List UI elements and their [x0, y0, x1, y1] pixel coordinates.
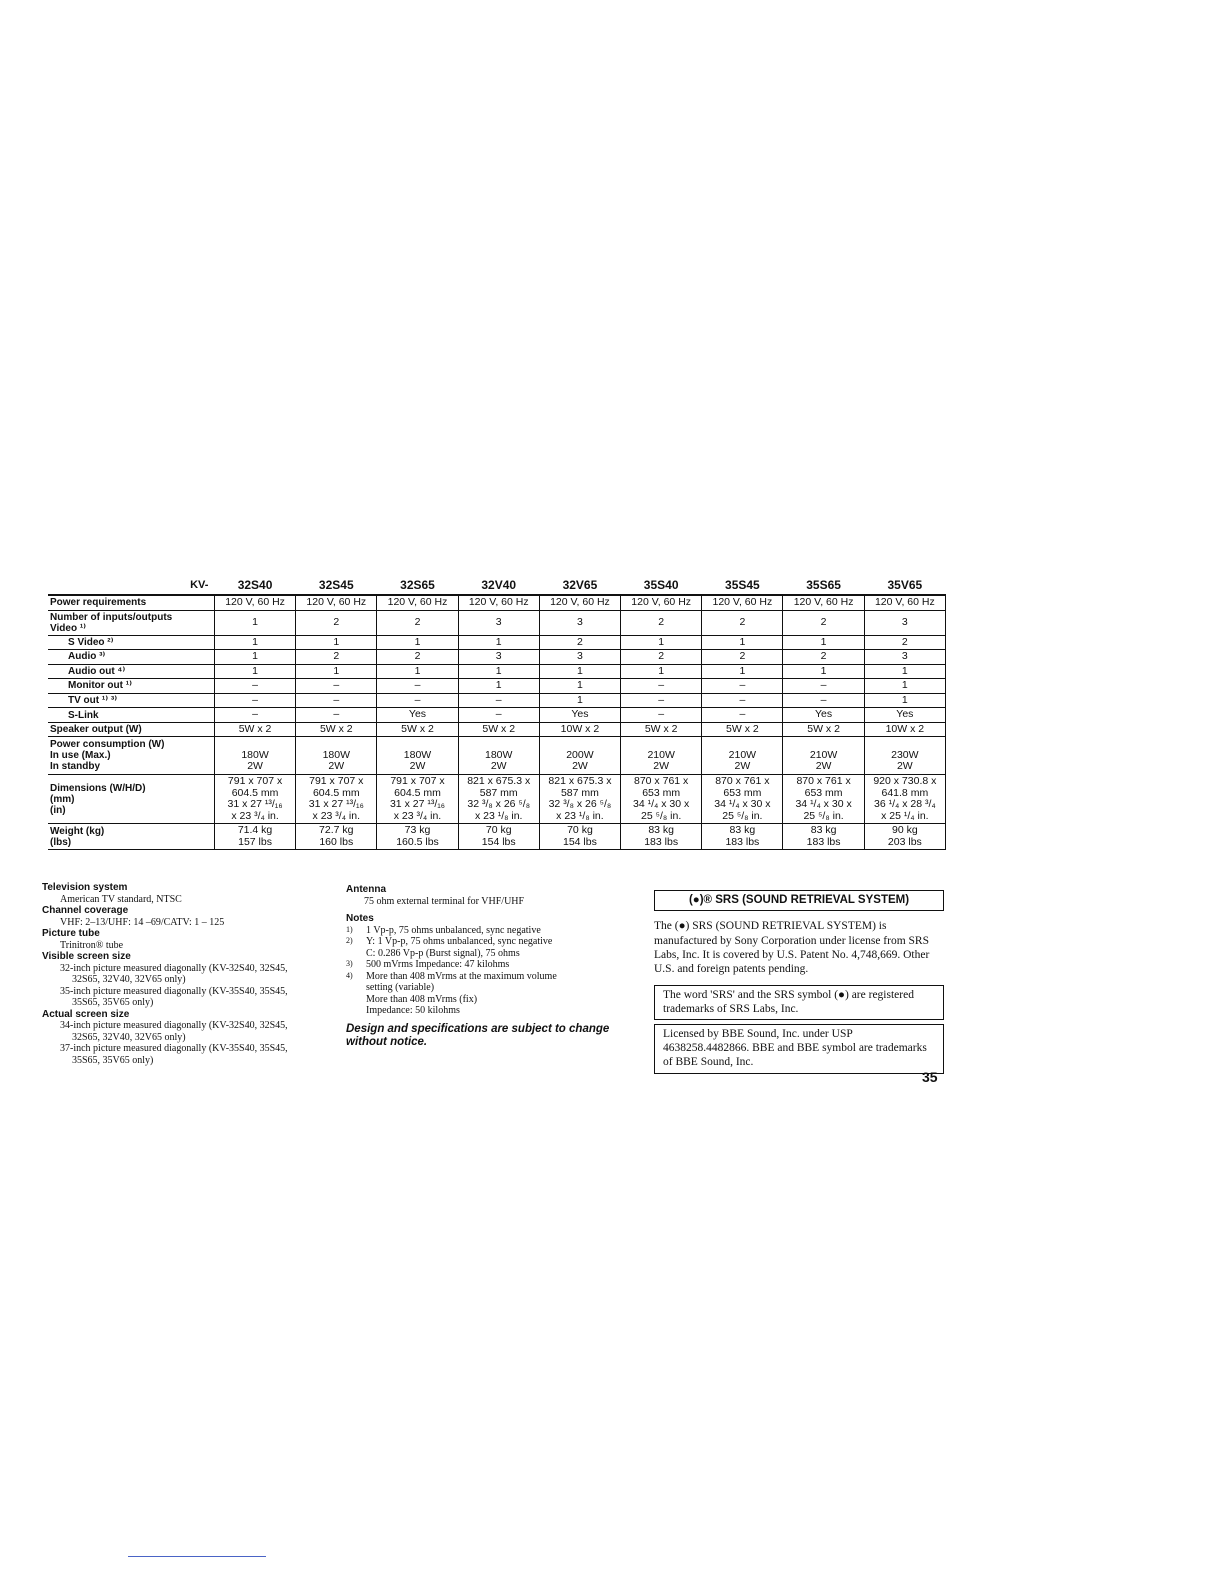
table-cell: 3: [539, 610, 620, 635]
row-label: Audio ³⁾: [48, 650, 214, 665]
row-label: S-Link: [48, 708, 214, 723]
row-label: Audio out ⁴⁾: [48, 664, 214, 679]
table-cell: 5W x 2: [702, 722, 783, 737]
channel-coverage-value: VHF: 2–13/UHF: 14 –69/CATV: 1 – 125: [60, 916, 225, 928]
table-cell: 3: [458, 610, 539, 635]
table-cell: 3: [864, 610, 945, 635]
table-cell: 1: [214, 664, 295, 679]
specifications-body: [48, 595, 946, 850]
table-row: [48, 610, 946, 635]
actual-screen-34-models: 32S65, 32V40, 32V65 only): [72, 1031, 186, 1043]
visible-screen-heading: Visible screen size: [42, 951, 131, 962]
model-header: 35S65: [806, 578, 841, 592]
note-number: 2): [346, 936, 353, 945]
bottom-rule-line: [128, 1556, 266, 1557]
table-row: [48, 595, 946, 610]
table-cell: 5W x 2: [377, 722, 458, 737]
table-cell: –: [214, 693, 295, 708]
table-cell: 2: [296, 650, 377, 665]
visible-screen-35: 35-inch picture measured diagonally (KV-35S40, 35S45,: [60, 985, 288, 997]
table-cell: –: [702, 708, 783, 723]
note-line: setting (variable): [366, 982, 435, 993]
note-number: 4): [346, 970, 353, 980]
tv-system-heading: Television system: [42, 882, 128, 893]
table-cell: –: [702, 693, 783, 708]
row-label: Weight (kg) (lbs): [48, 824, 214, 850]
table-cell: 1: [864, 679, 945, 694]
table-cell: 1: [377, 635, 458, 650]
srs-trademark-box: The word 'SRS' and the SRS symbol (●) are registered trademarks of SRS Labs, Inc.: [654, 985, 944, 1021]
table-cell: –: [783, 679, 864, 694]
table-row: [48, 737, 946, 775]
table-row: [48, 693, 946, 708]
actual-screen-heading: Actual screen size: [42, 1008, 130, 1020]
table-cell: 83 kg 183 lbs: [702, 824, 783, 850]
table-cell: 5W x 2: [621, 722, 702, 737]
notes-heading: Notes: [346, 913, 374, 924]
table-cell: 1: [702, 664, 783, 679]
table-cell: 1: [458, 664, 539, 679]
table-cell: 1: [864, 693, 945, 708]
note-item: [346, 971, 636, 1017]
table-cell: 120 V, 60 Hz: [296, 595, 377, 610]
actual-screen-37-models: 35S65, 35V65 only): [72, 1054, 154, 1066]
table-cell: –: [621, 679, 702, 694]
table-cell: –: [296, 693, 377, 708]
table-cell: 120 V, 60 Hz: [864, 595, 945, 610]
table-cell: 200W 2W: [539, 737, 620, 775]
kv-prefix: KV-: [190, 579, 209, 591]
table-cell: 1: [621, 635, 702, 650]
note-text: [366, 971, 636, 1017]
table-cell: 1: [539, 664, 620, 679]
table-cell: –: [296, 708, 377, 723]
table-cell: 920 x 730.8 x 641.8 mm 36 ¹/₄ x 28 ³/₄ x 25 ¹/₄ in.: [864, 775, 945, 824]
table-cell: 120 V, 60 Hz: [783, 595, 864, 610]
table-cell: 5W x 2: [296, 722, 377, 737]
design-notice: [346, 1023, 636, 1049]
table-cell: 2: [296, 610, 377, 635]
table-cell: 1: [214, 610, 295, 635]
actual-screen-37: 37-inch picture measured diagonally (KV-35S40, 35S45,: [60, 1043, 288, 1054]
row-label: Dimensions (W/H/D) (mm) (in): [48, 775, 214, 824]
table-cell: 120 V, 60 Hz: [458, 595, 539, 610]
table-cell: 71.4 kg 157 lbs: [214, 824, 295, 850]
note-item: [346, 959, 636, 971]
table-cell: 2: [783, 610, 864, 635]
table-cell: Yes: [783, 708, 864, 723]
srs-title-box: (●)® SRS (SOUND RETRIEVAL SYSTEM): [654, 890, 944, 911]
table-cell: 1: [783, 664, 864, 679]
note-line: 1 Vp-p, 75 ohms unbalanced, sync negative: [366, 924, 541, 936]
note-line: C: 0.286 Vp-p (Burst signal), 75 ohms: [366, 947, 520, 959]
model-header: 32V65: [562, 578, 598, 592]
table-cell: 1: [702, 635, 783, 650]
note-text: [366, 925, 636, 937]
row-label: Power consumption (W) In use (Max.) In standby: [48, 737, 214, 775]
channel-coverage-heading: Channel coverage: [42, 905, 129, 916]
table-cell: 2: [621, 650, 702, 665]
model-header: 32V40: [481, 578, 517, 592]
table-cell: 5W x 2: [214, 722, 295, 737]
table-cell: 3: [458, 650, 539, 665]
table-cell: 1: [621, 664, 702, 679]
table-cell: 230W 2W: [864, 737, 945, 775]
table-cell: 10W x 2: [864, 722, 945, 737]
table-cell: 821 x 675.3 x 587 mm 32 ³/₈ x 26 ⁵/₈ x 23 ¹/₈ in.: [458, 775, 539, 824]
table-cell: 821 x 675.3 x 587 mm 32 ³/₈ x 26 ⁵/₈ x 23 ¹/₈ in.: [539, 775, 620, 824]
specifications-table-wrapper: [48, 578, 946, 850]
table-cell: 90 kg 203 lbs: [864, 824, 945, 850]
table-cell: 1: [296, 635, 377, 650]
table-cell: 2: [539, 635, 620, 650]
table-cell: 1: [296, 664, 377, 679]
table-cell: 120 V, 60 Hz: [214, 595, 295, 610]
srs-column: [654, 890, 944, 1074]
table-cell: 791 x 707 x 604.5 mm 31 x 27 ¹³/₁₆ x 23 ³/₄ in.: [296, 775, 377, 824]
table-cell: 210W 2W: [702, 737, 783, 775]
table-cell: 10W x 2: [539, 722, 620, 737]
model-header: 35V65: [887, 578, 923, 592]
row-label: Power requirements: [48, 595, 214, 610]
table-cell: 70 kg 154 lbs: [539, 824, 620, 850]
table-cell: 5W x 2: [783, 722, 864, 737]
visible-screen-32: 32-inch picture measured diagonally (KV-32S40, 32S45,: [60, 962, 288, 974]
table-cell: 2: [702, 650, 783, 665]
table-cell: 1: [539, 679, 620, 694]
table-row: [48, 635, 946, 650]
table-row: [48, 824, 946, 850]
table-cell: 120 V, 60 Hz: [702, 595, 783, 610]
table-cell: 1: [214, 635, 295, 650]
table-cell: 791 x 707 x 604.5 mm 31 x 27 ¹³/₁₆ x 23 ³/₄ in.: [214, 775, 295, 824]
antenna-heading: Antenna: [346, 884, 386, 895]
table-cell: 180W 2W: [458, 737, 539, 775]
table-cell: 2: [702, 610, 783, 635]
specifications-table: [48, 578, 946, 850]
table-cell: 2: [377, 610, 458, 635]
table-cell: 870 x 761 x 653 mm 34 ¹/₄ x 30 x 25 ⁵/₈ in.: [783, 775, 864, 824]
table-cell: –: [458, 708, 539, 723]
notes-list: [346, 925, 636, 1017]
table-cell: 5W x 2: [458, 722, 539, 737]
note-number: 3): [346, 959, 353, 968]
table-cell: –: [621, 708, 702, 723]
note-item: [346, 925, 636, 937]
note-line: Impedance: 50 kilohms: [366, 1005, 460, 1016]
table-cell: Yes: [864, 708, 945, 723]
model-header: 35S40: [643, 578, 679, 592]
table-cell: 120 V, 60 Hz: [621, 595, 702, 610]
picture-tube-value: Trinitron® tube: [60, 939, 124, 951]
table-cell: 2: [864, 635, 945, 650]
table-row: [48, 722, 946, 737]
model-header: 32S40: [237, 578, 273, 592]
table-row: [48, 708, 946, 723]
visible-screen-32-models: 32S65, 32V40, 32V65 only): [72, 974, 186, 985]
table-cell: –: [296, 679, 377, 694]
design-notice-line-2: without notice.: [346, 1035, 428, 1048]
table-cell: –: [377, 679, 458, 694]
table-cell: 120 V, 60 Hz: [377, 595, 458, 610]
table-cell: 2: [621, 610, 702, 635]
table-cell: 83 kg 183 lbs: [783, 824, 864, 850]
table-cell: Yes: [377, 708, 458, 723]
tv-system-value: American TV standard, NTSC: [60, 893, 182, 905]
bbe-license-box: Licensed by BBE Sound, Inc. under USP 4638258.4482866. BBE and BBE symbol are trademarks of BBE Sound, Inc.: [654, 1024, 944, 1073]
note-line: Y: 1 Vp-p, 75 ohms unbalanced, sync negative: [366, 936, 553, 947]
table-cell: 72.7 kg 160 lbs: [296, 824, 377, 850]
table-cell: 180W 2W: [214, 737, 295, 775]
actual-screen-34: 34-inch picture measured diagonally (KV-32S40, 32S45,: [60, 1020, 288, 1031]
table-cell: 870 x 761 x 653 mm 34 ¹/₄ x 30 x 25 ⁵/₈ in.: [621, 775, 702, 824]
table-row: [48, 679, 946, 694]
srs-description: The (●) SRS (SOUND RETRIEVAL SYSTEM) is manufactured by Sony Corporation under license from SRS Labs, Inc. It is covered by U.S. Patent No. 4,748,669. Other U.S. and foreign patents pending.: [654, 920, 930, 976]
table-cell: –: [702, 679, 783, 694]
model-header-row: [48, 578, 946, 595]
row-label: Speaker output (W): [48, 722, 214, 737]
note-line: 500 mVrms Impedance: 47 kilohms: [366, 959, 510, 970]
general-specs-column: [42, 882, 342, 1066]
table-cell: 1: [214, 650, 295, 665]
note-text: [366, 936, 636, 959]
note-line: More than 408 mVrms at the maximum volume: [366, 970, 557, 982]
table-cell: 1: [458, 679, 539, 694]
design-notice-line-1: Design and specifications are subject to change: [346, 1022, 610, 1035]
table-cell: 1: [377, 664, 458, 679]
table-cell: 83 kg 183 lbs: [621, 824, 702, 850]
table-cell: –: [377, 693, 458, 708]
table-cell: 870 x 761 x 653 mm 34 ¹/₄ x 30 x 25 ⁵/₈ in.: [702, 775, 783, 824]
picture-tube-heading: Picture tube: [42, 928, 100, 939]
table-cell: 120 V, 60 Hz: [539, 595, 620, 610]
row-label: Monitor out ¹⁾: [48, 679, 214, 694]
row-label: Number of inputs/outputs Video ¹⁾: [48, 610, 214, 635]
table-cell: –: [783, 693, 864, 708]
table-cell: Yes: [539, 708, 620, 723]
table-cell: 1: [864, 664, 945, 679]
table-cell: –: [458, 693, 539, 708]
table-cell: 1: [458, 635, 539, 650]
table-row: [48, 664, 946, 679]
table-cell: 1: [539, 693, 620, 708]
table-cell: 180W 2W: [377, 737, 458, 775]
table-cell: 70 kg 154 lbs: [458, 824, 539, 850]
table-cell: 210W 2W: [783, 737, 864, 775]
page-number: 35: [922, 1069, 938, 1085]
table-row: [48, 775, 946, 824]
table-cell: 2: [377, 650, 458, 665]
table-cell: 3: [864, 650, 945, 665]
table-cell: 2: [783, 650, 864, 665]
table-cell: 73 kg 160.5 lbs: [377, 824, 458, 850]
table-cell: 791 x 707 x 604.5 mm 31 x 27 ¹³/₁₆ x 23 ³/₄ in.: [377, 775, 458, 824]
table-row: [48, 650, 946, 665]
table-cell: –: [214, 679, 295, 694]
note-line: More than 408 mVrms (fix): [366, 993, 478, 1005]
note-item: [346, 936, 636, 959]
antenna-notes-column: [346, 884, 636, 1049]
table-cell: 210W 2W: [621, 737, 702, 775]
note-text: [366, 959, 636, 971]
table-cell: –: [214, 708, 295, 723]
table-cell: 3: [539, 650, 620, 665]
antenna-value: 75 ohm external terminal for VHF/UHF: [364, 895, 525, 907]
row-label: S Video ²⁾: [48, 635, 214, 650]
note-number: 1): [346, 924, 353, 934]
table-cell: 180W 2W: [296, 737, 377, 775]
table-cell: 1: [783, 635, 864, 650]
table-cell: –: [621, 693, 702, 708]
model-header: 32S45: [318, 578, 354, 592]
model-header: 35S45: [725, 578, 760, 592]
row-label: TV out ¹⁾ ³⁾: [48, 693, 214, 708]
visible-screen-35-models: 35S65, 35V65 only): [72, 997, 154, 1008]
model-header: 32S65: [400, 578, 435, 592]
